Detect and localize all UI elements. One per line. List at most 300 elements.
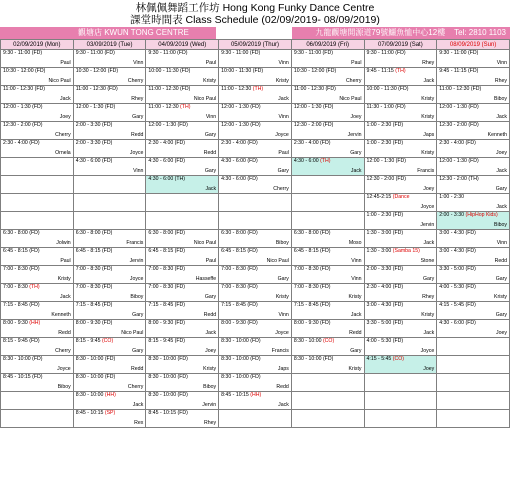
class-slot [1, 104, 74, 122]
class-slot [291, 302, 364, 320]
class-slot [1, 320, 74, 338]
class-slot [364, 104, 437, 122]
class-style: (TH) [252, 86, 264, 92]
class-slot [219, 392, 292, 410]
class-time: 8:45 - 10:15 (FD) [148, 410, 188, 416]
class-coach: Kristy [203, 366, 217, 372]
schedule-row [1, 176, 510, 194]
class-coach: Gary [422, 276, 435, 282]
class-time: 9:30 - 11:00 (FD) [75, 50, 115, 56]
class-coach: Joyce [129, 150, 144, 156]
class-slot [146, 374, 219, 392]
class-coach: Ornela [55, 150, 71, 156]
class-coach: Redd [131, 366, 144, 372]
schedule-body [1, 50, 510, 428]
class-slot [364, 284, 437, 302]
class-coach: Joey [350, 114, 362, 120]
schedule-row [1, 158, 510, 176]
schedule-row [1, 410, 510, 428]
class-time: 12:00 - 1:30 (FD) [439, 104, 479, 110]
class-slot [73, 284, 146, 302]
class-slot [146, 248, 219, 266]
day-header: 03/09/2019 (Tue) [73, 40, 146, 50]
class-slot [73, 320, 146, 338]
class-coach: Gary [132, 114, 144, 120]
class-slot [364, 50, 437, 68]
class-coach: Paul [205, 60, 217, 66]
class-slot [146, 266, 219, 284]
class-style: (HH) [250, 392, 262, 398]
class-coach: Joey [423, 186, 435, 192]
class-slot [73, 158, 146, 176]
class-coach: Cherry [127, 78, 144, 84]
class-style: (HH) [104, 392, 116, 398]
class-time: 7:00 - 8:30 [3, 284, 30, 290]
class-coach: Jack [423, 240, 435, 246]
schedule-row [1, 320, 510, 338]
class-coach: Nico Paul [266, 258, 289, 264]
class-time: 10:00 - 11:30 (FD) [148, 68, 191, 74]
class-time: 8:30 - 10:00 (FD) [148, 392, 188, 398]
class-coach: Jack [205, 186, 217, 192]
class-coach: Redd [349, 330, 362, 336]
schedule-header [0, 0, 510, 26]
class-coach: Jack [423, 78, 435, 84]
class-slot [437, 302, 510, 320]
class-time: 2:00 - 3:30 (FD) [366, 266, 404, 272]
class-slot [437, 338, 510, 356]
class-time: 8:00 - 9:30 [3, 320, 30, 326]
class-coach: Rhey [422, 294, 435, 300]
class-slot [1, 410, 74, 428]
class-coach: Kristy [275, 294, 289, 300]
class-time: 3:30 - 5:00 (FD) [366, 320, 404, 326]
class-slot [73, 338, 146, 356]
class-slot [219, 158, 292, 176]
class-coach: Moso [348, 240, 362, 246]
class-coach: Jack [350, 312, 362, 318]
class-time: 11:00 - 12:30 (FD) [293, 86, 336, 92]
class-coach: Vinn [351, 276, 362, 282]
class-time: 8:30 - 10:00 (FD) [3, 356, 43, 362]
schedule-row [1, 86, 510, 104]
class-slot [291, 248, 364, 266]
class-coach: Kenneth [51, 312, 71, 318]
class-time: 6:30 - 8:00 (FD) [75, 230, 113, 236]
class-coach: Joyce [129, 276, 144, 282]
class-time: 8:30 - 10:00 (FD) [221, 338, 261, 344]
class-slot [291, 212, 364, 230]
class-time: 12:30 - 2:00 (TH) [439, 176, 479, 182]
class-time: 11:00 - 12:30 [221, 86, 253, 92]
schedule-row [1, 284, 510, 302]
class-coach: Kristy [57, 276, 71, 282]
class-time: 7:00 - 8:30 (FD) [148, 266, 186, 272]
class-time: 2:00 - 3:30 (FD) [75, 140, 113, 146]
class-coach: Paul [205, 258, 217, 264]
class-slot [73, 86, 146, 104]
class-time: 11:00 - 12:30 (FD) [3, 86, 45, 92]
class-time: 8:30 - 10:00 (FD) [221, 374, 261, 380]
class-coach: Redd [203, 150, 217, 156]
class-slot [219, 104, 292, 122]
class-coach: Kenneth [487, 132, 507, 138]
class-coach: Vinn [278, 312, 289, 318]
class-time: 7:15 - 8:45 (FD) [3, 302, 40, 308]
class-coach: Jervin [347, 132, 362, 138]
class-coach: Biboy [494, 222, 507, 228]
class-slot [364, 266, 437, 284]
class-time: 6:30 - 8:00 (FD) [293, 230, 331, 236]
class-slot [291, 140, 364, 158]
class-time: 11:00 - 12:30 (FD) [439, 86, 482, 92]
class-coach: Kristy [348, 294, 362, 300]
class-time: 2:30 - 4:00 (FD) [366, 284, 404, 290]
class-slot [364, 158, 437, 176]
class-coach: Nico Paul [193, 240, 217, 246]
class-slot [364, 248, 437, 266]
class-coach: Gary [132, 312, 144, 318]
class-time: 9:30 - 11:00 (FD) [366, 50, 406, 56]
class-time: 12:00 - 1:30 (FD) [439, 158, 479, 164]
class-style: (TH) [29, 284, 40, 290]
class-slot [73, 266, 146, 284]
class-slot [73, 356, 146, 374]
class-coach: Francis [126, 240, 144, 246]
class-coach: Jack [132, 402, 144, 408]
class-slot [146, 392, 219, 410]
class-coach: Vinn [278, 60, 289, 66]
class-slot [291, 158, 364, 176]
class-slot [219, 86, 292, 104]
class-coach: Kristy [421, 96, 435, 102]
class-coach: Redd [494, 258, 507, 264]
class-coach: Joey [59, 114, 71, 120]
class-slot [1, 248, 74, 266]
class-slot [437, 410, 510, 428]
class-slot [364, 374, 437, 392]
class-coach: Gary [277, 276, 289, 282]
class-coach: Gary [204, 294, 217, 300]
class-slot [73, 122, 146, 140]
class-coach: Gary [495, 186, 507, 192]
class-slot [437, 392, 510, 410]
schedule-row [1, 392, 510, 410]
class-time: 8:45 - 10:15 (FD) [3, 374, 43, 380]
class-time: 8:30 - 10:00 (FD) [75, 374, 116, 380]
class-slot [437, 356, 510, 374]
class-time: 4:00 - 5:30 (FD) [439, 284, 476, 290]
class-coach: Biboy [130, 294, 144, 300]
class-time: 9:30 - 11:00 (FD) [3, 50, 43, 56]
class-coach: Redd [276, 384, 289, 390]
class-coach: Nico Paul [339, 96, 362, 102]
class-time: 12:30 - 2:00 (FD) [293, 122, 334, 128]
class-slot [219, 212, 292, 230]
class-coach: Joyce [420, 348, 435, 354]
schedule-row [1, 212, 510, 230]
class-slot [219, 338, 292, 356]
class-slot [291, 230, 364, 248]
class-coach: Gary [204, 132, 217, 138]
class-style: (TH) [180, 104, 191, 110]
class-slot [1, 392, 74, 410]
class-slot [146, 320, 219, 338]
class-coach: Gary [204, 168, 217, 174]
class-coach: Jack [496, 204, 507, 210]
class-slot [146, 410, 219, 428]
day-header-row [1, 40, 510, 50]
class-coach: Biboy [494, 96, 507, 102]
class-coach: Joyce [57, 366, 71, 372]
class-style: (HipHop Kids) [465, 212, 498, 218]
class-time: 7:15 - 8:45 (FD) [221, 302, 258, 308]
class-slot [364, 212, 437, 230]
class-coach: Jack [350, 168, 362, 174]
class-slot [146, 122, 219, 140]
class-slot [437, 176, 510, 194]
class-coach: Jervin [420, 222, 435, 228]
class-slot [1, 194, 74, 212]
schedule-row [1, 104, 510, 122]
class-slot [219, 68, 292, 86]
class-coach: Vinn [278, 114, 289, 120]
branch-bar [0, 27, 510, 39]
class-style: (HH) [29, 320, 41, 326]
class-slot [364, 338, 437, 356]
class-slot [364, 68, 437, 86]
class-time: 8:45 - 10:15 [75, 410, 105, 416]
class-coach: Joey [205, 348, 217, 354]
class-coach: Stone [420, 258, 435, 264]
class-slot [437, 68, 510, 86]
class-time: 10:00 - 11:30 (FD) [366, 86, 409, 92]
class-slot [73, 194, 146, 212]
class-coach: Francis [271, 348, 289, 354]
class-slot [146, 86, 219, 104]
class-coach: Redd [131, 132, 144, 138]
class-time: 7:00 - 8:30 (FD) [221, 284, 258, 290]
class-slot [219, 284, 292, 302]
class-slot [146, 50, 219, 68]
class-coach: Jolwin [56, 240, 71, 246]
class-slot [437, 248, 510, 266]
schedule-row [1, 140, 510, 158]
class-time: 8:30 - 10:00 [293, 338, 323, 344]
class-time: 10:00 - 11:30 (FD) [221, 68, 264, 74]
class-time: 1:30 - 3:00 [366, 248, 393, 254]
class-coach: Rex [134, 420, 144, 426]
class-coach: Japs [277, 366, 289, 372]
class-slot [219, 320, 292, 338]
class-slot [146, 158, 219, 176]
class-slot [1, 68, 74, 86]
class-time: 7:15 - 8:45 (FD) [293, 302, 331, 308]
class-time: 4:30 - 6:00 (FD) [439, 320, 476, 326]
class-time: 3:00 - 4:30 (FD) [439, 248, 476, 254]
class-slot [437, 104, 510, 122]
class-time: 1:00 - 2:30 (FD) [366, 122, 404, 128]
class-coach: Jack [205, 330, 217, 336]
class-style: (CO) [392, 356, 405, 362]
class-coach: Vinn [133, 168, 144, 174]
class-time: 12:00 - 1:30 (FD) [75, 104, 116, 110]
class-time: 2:30 - 4:00 (FD) [3, 140, 40, 146]
class-slot [73, 212, 146, 230]
class-time: 11:00 - 12:30 (FD) [148, 86, 191, 92]
class-coach: Gary [132, 348, 144, 354]
class-time: 8:30 - 10:00 (FD) [148, 356, 188, 362]
class-slot [1, 338, 74, 356]
class-slot [437, 50, 510, 68]
class-coach: Jervin [202, 402, 217, 408]
class-time: 2:30 - 4:00 (FD) [221, 140, 258, 146]
class-coach: Cherry [127, 384, 144, 390]
class-time: 9:30 - 11:00 (FD) [148, 50, 188, 56]
class-slot [437, 266, 510, 284]
class-slot [146, 230, 219, 248]
class-slot [291, 338, 364, 356]
class-slot [364, 230, 437, 248]
class-coach: Joey [423, 366, 435, 372]
schedule-row [1, 122, 510, 140]
class-slot [219, 374, 292, 392]
class-time: 2:00 - 3:30 (FD) [75, 122, 113, 128]
day-header: 02/09/2019 (Mon) [1, 40, 74, 50]
class-slot [219, 176, 292, 194]
class-time: 4:30 - 6:00 (FD) [221, 176, 258, 182]
class-time: 1:30 - 3:00 (FD) [366, 230, 404, 236]
class-time: 2:30 - 4:00 (FD) [439, 140, 476, 146]
class-time: 11:30 - 1:00 (FD) [366, 104, 406, 110]
class-time: 4:30 - 6:00 (FD) [148, 158, 186, 164]
class-time: 4:30 - 6:00 [293, 158, 321, 164]
class-time: 8:00 - 9:30 (FD) [75, 320, 113, 326]
class-coach: Kristy [348, 366, 362, 372]
class-slot [364, 122, 437, 140]
schedule-row [1, 302, 510, 320]
class-time: 2:30 - 4:00 (FD) [148, 140, 186, 146]
class-slot [291, 392, 364, 410]
class-time: 8:15 - 9:45 [75, 338, 102, 344]
class-slot [219, 140, 292, 158]
class-time: 4:15 - 5:45 [366, 356, 393, 362]
class-slot [73, 230, 146, 248]
class-slot [73, 176, 146, 194]
class-slot [291, 284, 364, 302]
class-time: 11:00 - 12:30 [148, 104, 181, 110]
class-coach: Kristy [494, 294, 507, 300]
class-slot [1, 284, 74, 302]
class-slot [1, 230, 74, 248]
class-time: 10:30 - 12:00 (FD) [3, 68, 46, 74]
telephone-text: Tel: 2810 1103 [454, 28, 506, 37]
class-coach: Kristy [203, 78, 217, 84]
schedule-row [1, 248, 510, 266]
class-slot [291, 320, 364, 338]
schedule-row [1, 356, 510, 374]
class-coach: Jack [423, 330, 435, 336]
class-time: 7:00 - 8:30 (FD) [75, 284, 113, 290]
class-coach: Jack [60, 294, 71, 300]
class-time: 12:45-2:15 [366, 194, 393, 200]
class-slot [146, 338, 219, 356]
class-coach: Rhey [131, 96, 144, 102]
class-coach: Rhey [494, 78, 507, 84]
class-slot [219, 302, 292, 320]
day-header: 08/09/2019 (Sun) [437, 40, 510, 50]
class-slot [219, 50, 292, 68]
class-time: 3:00 - 4:30 (FD) [366, 302, 404, 308]
class-coach: Kristy [421, 114, 435, 120]
class-time: 8:00 - 9:30 (FD) [221, 320, 258, 326]
class-coach: Cherry [345, 78, 362, 84]
class-coach: Gary [350, 150, 362, 156]
class-time: 8:15 - 9:45 (FD) [3, 338, 40, 344]
class-slot [291, 410, 364, 428]
class-time: 1:00 - 2:30 [439, 194, 465, 200]
class-slot [219, 356, 292, 374]
class-time: 4:15 - 5:45 (FD) [439, 302, 476, 308]
class-time: 10:30 - 12:00 (FD) [293, 68, 337, 74]
class-time: 7:00 - 8:30 (FD) [293, 266, 331, 272]
class-slot [73, 50, 146, 68]
class-coach: Joey [496, 150, 507, 156]
class-time: 9:30 - 11:00 (FD) [293, 50, 333, 56]
class-slot [291, 104, 364, 122]
class-coach: Joyce [420, 204, 435, 210]
class-slot [1, 374, 74, 392]
class-time: 12:30 - 2:00 (FD) [366, 176, 407, 182]
class-coach: Hasseffe [195, 276, 217, 282]
schedule-row [1, 68, 510, 86]
schedule-row [1, 266, 510, 284]
class-time: 8:30 - 10:00 (FD) [148, 374, 188, 380]
class-time: 7:00 - 8:30 (FD) [221, 266, 258, 272]
class-time: 8:45 - 10:15 [221, 392, 251, 398]
class-slot [219, 194, 292, 212]
class-time: 12:30 - 2:00 (FD) [439, 122, 479, 128]
address-text: 九龍觀塘開源道79號鱷魚恤中心12樓 [315, 28, 446, 37]
class-time: 12:00 - 1:30 (FD) [148, 122, 188, 128]
class-time: 7:15 - 8:45 (FD) [148, 302, 186, 308]
class-slot [73, 392, 146, 410]
class-time: 6:45 - 8:15 (FD) [148, 248, 186, 254]
class-time: 8:30 - 10:00 (FD) [75, 356, 116, 362]
class-slot [364, 410, 437, 428]
class-coach: Cherry [55, 348, 71, 354]
branch-address [292, 27, 510, 39]
class-coach: Redd [58, 330, 71, 336]
class-coach: Jervin [129, 258, 144, 264]
class-slot [146, 302, 219, 320]
schedule-row [1, 338, 510, 356]
class-slot [437, 86, 510, 104]
class-coach: Vinn [496, 60, 507, 66]
class-coach: Jack [278, 96, 289, 102]
class-slot [364, 86, 437, 104]
class-slot [291, 356, 364, 374]
class-coach: Biboy [275, 240, 289, 246]
class-time: 12:00 - 1:30 (FD) [221, 122, 261, 128]
class-time: 7:15 - 8:45 (FD) [75, 302, 113, 308]
class-style: (TH) [320, 158, 331, 164]
class-slot [364, 302, 437, 320]
class-style: (SP) [104, 410, 116, 416]
class-slot [364, 320, 437, 338]
class-slot [437, 284, 510, 302]
class-coach: Paul [60, 60, 71, 66]
